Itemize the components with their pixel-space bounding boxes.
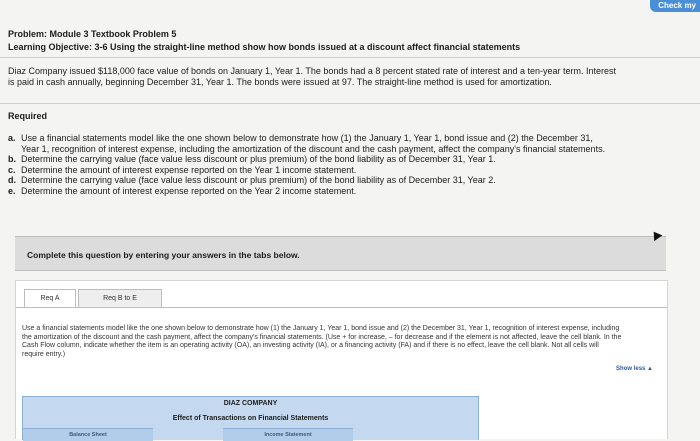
learning-objective: Learning Objective: 3-6 Using the straight-line method show how bonds issued at a discount affect financial statements [8,42,521,52]
income-statement-header: Income Statement [223,428,353,441]
show-less-link[interactable]: Show less ▲ [616,366,653,372]
problem-title: Problem: Module 3 Textbook Problem 5 [8,29,177,39]
list-item: e. Determine the amount of interest expense reported on the Year 2 income statement. [8,185,357,196]
problem-intro: Diaz Company issued $118,000 face value of bonds on January 1, Year 1. The bonds had a 8 percent stated rate of interest and a ten-year term. Interest is paid in cash annually, beginning December 31, Year 1. The bonds were issued at 97. The straight-line method is used for amortization. [8,66,617,87]
complete-question-banner [15,236,666,271]
required-list [8,133,613,196]
tab-req-a[interactable]: Req A [24,289,76,308]
tabs-panel [15,280,668,439]
table-title: Effect of Transactions on Financial Statements [172,415,329,422]
list-item: a. Use a financial statements model like the one shown below to demonstrate how (1) the January 1, Year 1, bond issue and (2) the December 31, Year 1, recognition of interest expense, including the amortization of the discount and the cash payment, affect the company's financial statements. [8,133,606,154]
banner-text: Complete this question by entering your answers in the tabs below. [27,250,300,260]
tab-req-b-to-e[interactable]: Req B to E [78,289,162,308]
required-heading: Required [8,111,48,121]
panel-instructions: Use a financial statements model like the one shown below to demonstrate how (1) the January 1, Year 1, bond issue and (2) the December 31, Year 1, recognition of interest expense, including the amortization of the discount and the cash payment, affect the company's financial statements. (Use + for increase, – for decrease and if the element is not affected, leave the cell blank. In the Cash Flow column, indicate whether the item is an operating activity (OA), an investing activity (IA), or a financing activity (FA) and if there is no effect, leave the cell blank. Not all cells will require entry.) [22,325,622,358]
company-name: DIAZ COMPANY [223,400,278,407]
list-item: d. Determine the carrying value (face value less discount or plus premium) of the bond liability as of December 31, Year 2. [8,175,496,185]
financial-statements-table [22,396,479,440]
divider [0,103,700,104]
tab-divider [16,307,667,308]
list-item: b. Determine the carrying value (face value less discount or plus premium) of the bond liability as of December 31, Year 1. [8,154,496,164]
divider [0,57,700,58]
check-my-work-button[interactable]: Check my [650,0,700,12]
list-item: c. Determine the amount of interest expense reported on the Year 1 income statement. [8,164,357,175]
balance-sheet-header: Balance Sheet [23,428,153,441]
